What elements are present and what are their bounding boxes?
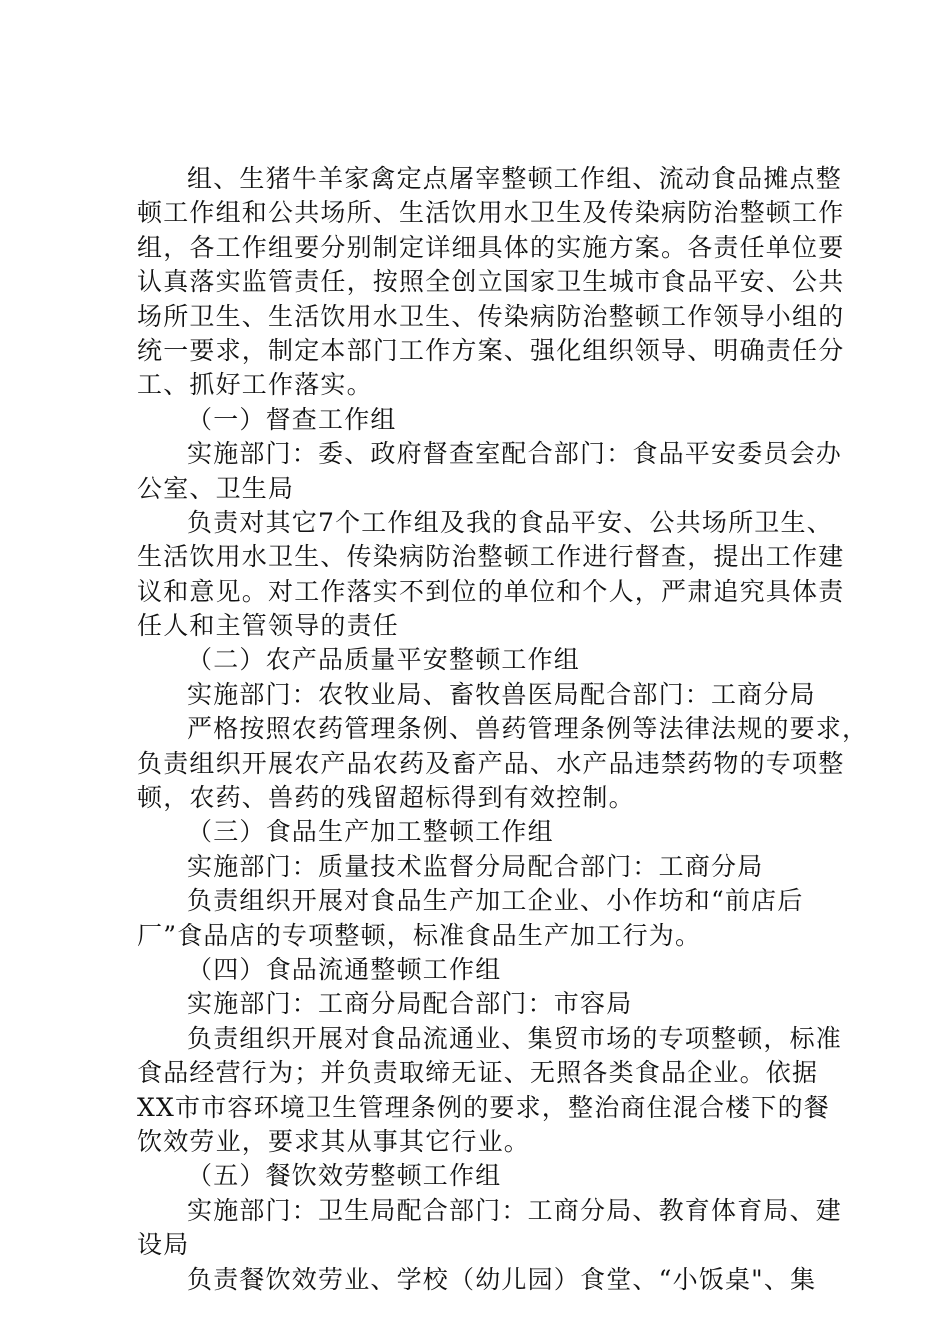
paragraph-first-line: 实施部门：质量技术监督分局配合部门：工商分局 <box>187 851 764 881</box>
paragraph-line: 生活饮用水卫生、传染病防治整顿工作进行督查，提出工作建 <box>137 542 845 572</box>
paragraph-line: 场所卫生、生活饮用水卫生、传染病防治整顿工作领导小组的 <box>137 301 845 331</box>
paragraph-line: 组，各工作组要分别制定详细具体的实施方案。各责任单位要 <box>137 232 845 262</box>
paragraph-first-line: 实施部门：工商分局配合部门：市容局 <box>187 989 633 1019</box>
paragraph-line: 顿，农药、兽药的残留超标得到有效控制。 <box>137 783 635 813</box>
paragraph-first-line: 负责组织开展对食品流通业、集贸市场的专项整顿，标准 <box>187 1023 843 1053</box>
paragraph-first-line: 负责组织开展对食品生产加工企业、小作坊和“前店后 <box>187 886 804 916</box>
paragraph-first-line: 组、生猪牛羊家禽定点屠宰整顿工作组、流动食品摊点整 <box>187 164 843 193</box>
document-body <box>137 162 869 1297</box>
paragraph-first-line: 实施部门：农牧业局、畜牧兽医局配合部门：工商分局 <box>187 679 816 709</box>
paragraph-first-line: （五）餐饮效劳整顿工作组 <box>187 1161 502 1191</box>
paragraph-first-line: （一）督查工作组 <box>187 404 397 434</box>
paragraph-line: 任人和主管领导的责任 <box>137 611 400 641</box>
paragraph-first-line: 负责餐饮效劳业、学校（幼儿园）食堂、“小饭桌"、集 <box>187 1264 817 1294</box>
paragraph-first-line: 实施部门：委、政府督查室配合部门：食品平安委员会办 <box>187 439 843 469</box>
paragraph-line: 厂”食品店的专项整顿，标准食品生产加工行为。 <box>137 920 702 950</box>
paragraph-line: 认真落实监管责任，按照全创立国家卫生城市食品平安、公共 <box>137 267 845 297</box>
paragraph-line: 议和意见。对工作落实不到位的单位和个人，严肃追究具体责 <box>137 576 845 606</box>
paragraph-first-line: 实施部门：卫生局配合部门：工商分局、教育体育局、建 <box>187 1195 843 1225</box>
paragraph-first-line: 严格按照农药管理条例、兽药管理条例等法律法规的要求， <box>187 714 869 744</box>
paragraph-line: 顿工作组和公共场所、生活饮用水卫生及传染病防治整顿工作 <box>137 198 845 228</box>
paragraph-first-line: 负责对其它7个工作组及我的食品平安、公共场所卫生、 <box>187 507 833 537</box>
paragraph-line: XX市市容环境卫生管理条例的要求，整治商住混合楼下的餐 <box>137 1092 830 1122</box>
paragraph-first-line: （三）食品生产加工整顿工作组 <box>187 817 554 847</box>
paragraph-first-line: （二）农产品质量平安整顿工作组 <box>187 645 581 675</box>
paragraph-line: 饮效劳业，要求其从事其它行业。 <box>137 1126 531 1156</box>
paragraph-line: 食品经营行为；并负责取缔无证、无照各类食品企业。依据 <box>137 1058 819 1088</box>
paragraph-line: 工、抓好工作落实。 <box>137 370 373 400</box>
paragraph-line: 公室、卫生局 <box>137 473 295 503</box>
paragraph-line: 统一要求，制定本部门工作方案、强化组织领导、明确责任分 <box>137 335 845 365</box>
paragraph-line: 负责组织开展农产品农药及畜产品、水产品违禁药物的专项整 <box>137 748 845 778</box>
paragraph-line: 设局 <box>137 1230 190 1260</box>
paragraph-first-line: （四）食品流通整顿工作组 <box>187 954 502 984</box>
